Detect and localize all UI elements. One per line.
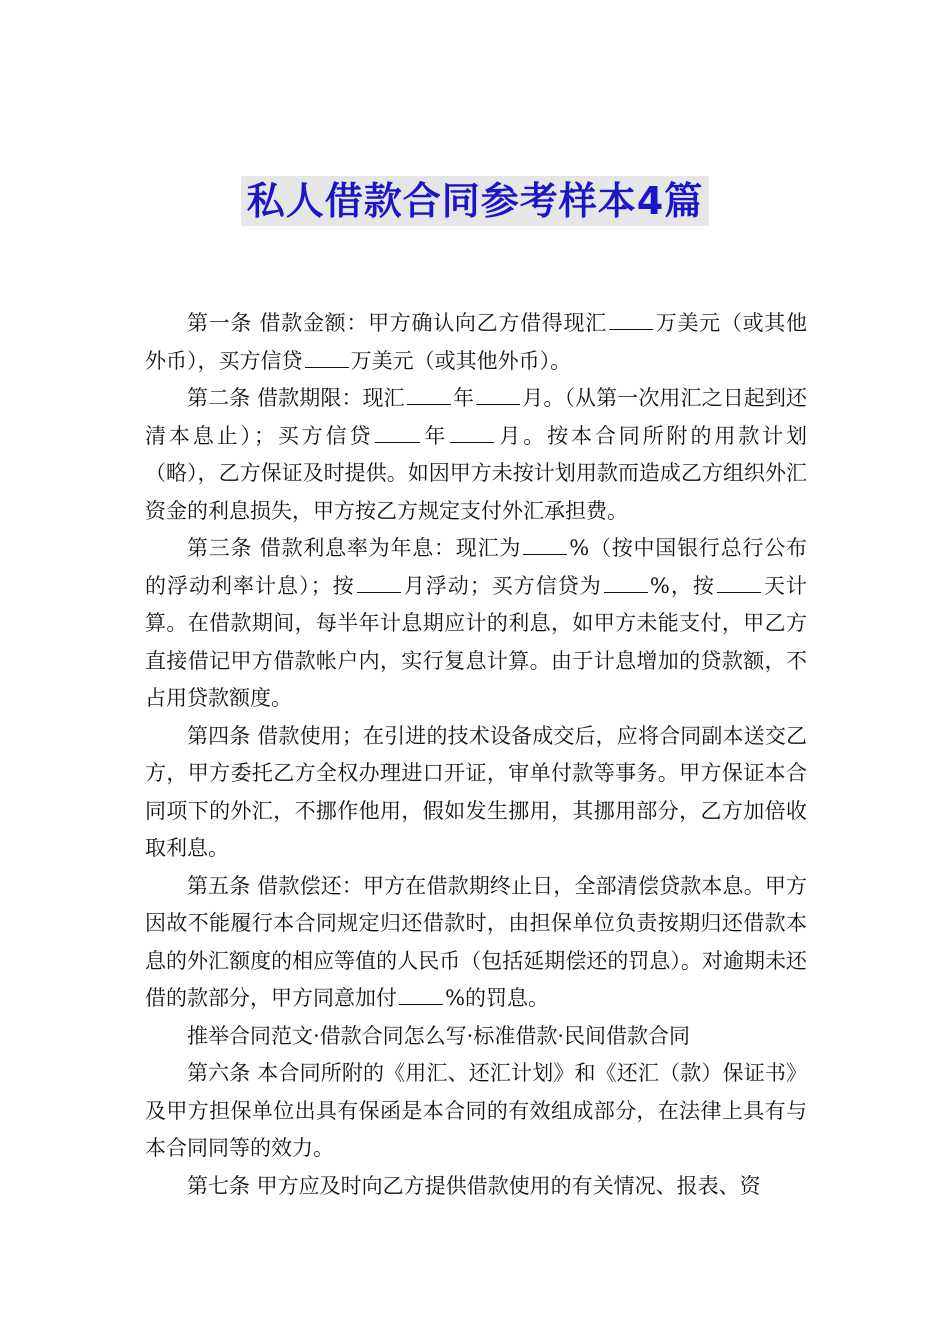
fill-in-blank [399,985,443,1005]
fill-in-blank [476,385,520,405]
paragraph-text: 第三条 借款利息率为年息：现汇为 [187,536,522,560]
paragraph-text: 月浮动；买方信贷为 [402,573,602,598]
paragraph [145,380,807,530]
document-title: 私人借款合同参考样本4篇 [241,176,709,226]
paragraph [145,1055,807,1168]
fill-in-blank [305,348,349,368]
paragraph [145,718,807,868]
fill-in-blank [450,423,494,443]
fill-in-blank [523,535,567,555]
paragraph-text: 推举合同范文·借款合同怎么写·标准借款·民间借款合同 [187,1023,691,1048]
document-body [145,305,807,1205]
paragraph-text: 月。按本合同所附的用款计划（略），乙方保证及时提供。如因甲方未按计划用款而造成乙方组织外汇资金的利息损失，甲方按乙方规定支付外汇承担费。 [145,423,808,523]
fill-in-blank [375,423,419,443]
paragraph [145,1168,807,1206]
fill-in-blank [357,573,401,593]
title-container [0,176,950,226]
paragraph-text: 第二条 借款期限：现汇 [187,386,405,410]
paragraph-text: 年 [452,386,475,410]
paragraph-text: 月。（从第一次用汇之日起到还清本息止）；买方信贷 [145,386,808,448]
paragraph-text: 第一条 借款金额：甲方确认向乙方借得现汇 [187,311,607,335]
fill-in-blank [407,385,451,405]
paragraph [145,305,807,380]
paragraph-text: 万美元（或其他外币），买方信贷 [145,311,807,373]
paragraph-text: 天计算。在借款期间，每半年计息期应计的利息，如甲方未能支付，甲乙方直接借记甲方借款帐户内，实行复息计算。由于计息增加的贷款额，不占用贷款额度。 [145,573,808,710]
fill-in-blank [609,310,653,330]
paragraph-text: 年 [421,423,449,448]
paragraph [145,868,807,1018]
paragraph-text: %的罚息。 [445,986,550,1010]
paragraph [145,530,807,718]
fill-in-blank [717,573,761,593]
paragraph-text: 第七条 甲方应及时向乙方提供借款使用的有关情况、报表、资 [187,1173,761,1198]
paragraph-text: %（按中国银行总行公布的浮动利率计息）；按 [145,536,807,598]
paragraph-text: 第五条 借款偿还：甲方在借款期终止日，全部清偿贷款本息。甲方因故不能履行本合同规定归还借款时，由担保单位负责按期归还借款本息的外汇额度的相应等值的人民币（包括延期偿还的罚息）。对逾期未还借的款部分，甲方同意加付 [145,873,807,1010]
paragraph-text: %，按 [649,573,715,598]
fill-in-blank [604,573,648,593]
paragraph-text: 万美元（或其他外币）。 [350,348,572,373]
paragraph [145,1018,807,1056]
paragraph-text: 第四条 借款使用；在引进的技术设备成交后，应将合同副本送交乙方，甲方委托乙方全权办理进口开证，审单付款等事务。甲方保证本合同项下的外汇，不挪作他用，假如发生挪用，其挪用部分，乙方加倍收取利息。 [145,723,807,860]
paragraph-text: 第六条 本合同所附的《用汇、还汇计划》和《还汇（款）保证书》及甲方担保单位出具有保函是本合同的有效组成部分，在法律上具有与本合同同等的效力。 [145,1061,807,1160]
